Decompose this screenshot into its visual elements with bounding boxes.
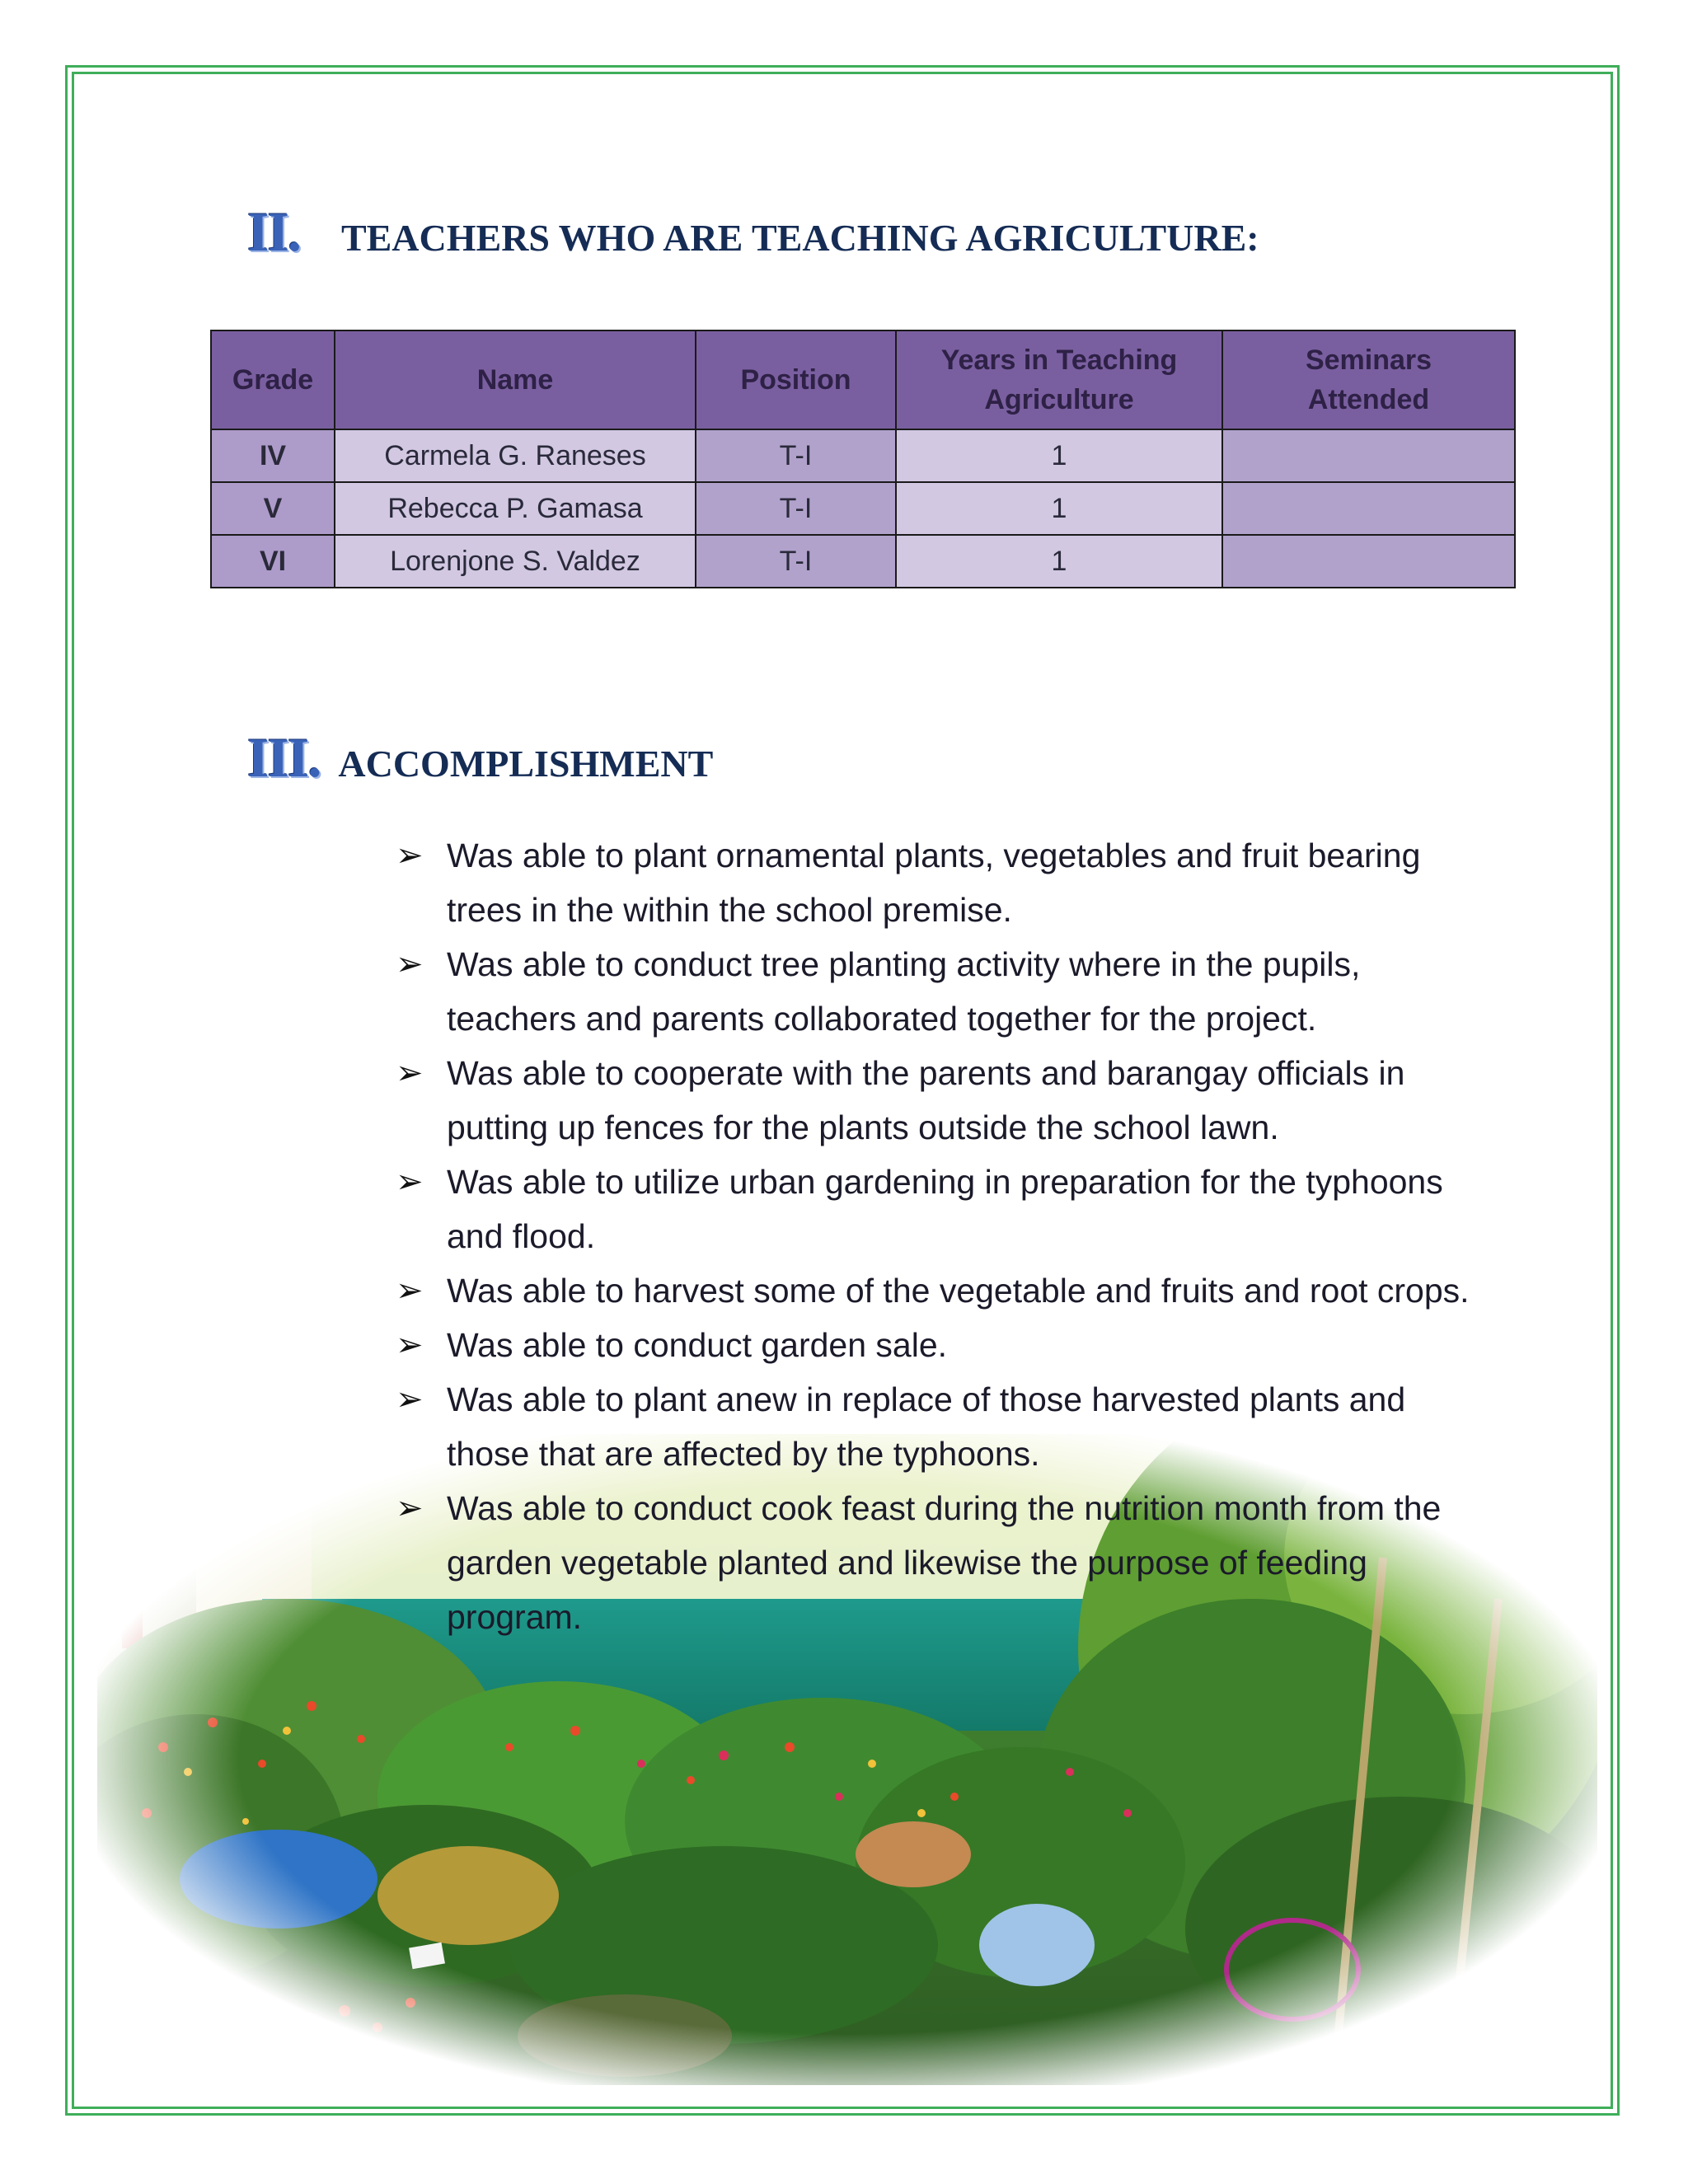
list-item-text: Was able to harvest some of the vegetable and fruits and root crops.: [447, 1272, 1470, 1310]
list-item: [396, 1318, 1492, 1372]
header-years: Years in Teaching Agriculture: [896, 330, 1222, 429]
list-item-text: Was able to conduct tree planting activity where in the pupils, teachers and parents collaborated together for the project.: [447, 945, 1361, 1038]
list-item: [396, 1155, 1492, 1263]
arrowhead-bullet-icon: ➢: [396, 837, 424, 874]
years-cell: 1: [896, 535, 1222, 588]
position-cell: T-I: [696, 535, 896, 588]
arrowhead-bullet-icon: ➢: [396, 946, 424, 982]
header-grade: Grade: [211, 330, 335, 429]
section-ii-numeral: II.: [247, 200, 300, 263]
list-item: [396, 1481, 1492, 1644]
position-cell: T-I: [696, 482, 896, 535]
arrowhead-bullet-icon: ➢: [396, 1055, 424, 1091]
grade-cell: V: [211, 482, 335, 535]
header-position: Position: [696, 330, 896, 429]
table-row: [211, 482, 1515, 535]
table-row: [211, 535, 1515, 588]
section-iii-numeral: III.: [247, 726, 321, 789]
name-cell: Lorenjone S. Valdez: [335, 535, 696, 588]
table-row: [211, 429, 1515, 482]
list-item-text: Was able to conduct garden sale.: [447, 1326, 948, 1364]
seminars-cell: [1222, 429, 1515, 482]
list-item-text: Was able to utilize urban gardening in preparation for the typhoons and flood.: [447, 1163, 1443, 1255]
arrowhead-bullet-icon: ➢: [396, 1381, 424, 1418]
grade-cell: IV: [211, 429, 335, 482]
table-header-row: [211, 330, 1515, 429]
years-cell: 1: [896, 429, 1222, 482]
position-cell: T-I: [696, 429, 896, 482]
arrowhead-bullet-icon: ➢: [396, 1327, 424, 1363]
teachers-table: [210, 330, 1516, 588]
section-ii-title: TEACHERS WHO ARE TEACHING AGRICULTURE:: [340, 217, 1259, 259]
arrowhead-bullet-icon: ➢: [396, 1272, 424, 1309]
years-cell: 1: [896, 482, 1222, 535]
list-item: [396, 937, 1492, 1046]
list-item: [396, 1372, 1492, 1481]
list-item-text: Was able to cooperate with the parents and barangay officials in putting up fences for the plants outside the school lawn.: [447, 1054, 1405, 1146]
arrowhead-bullet-icon: ➢: [396, 1164, 424, 1200]
grade-cell: VI: [211, 535, 335, 588]
list-item-text: Was able to conduct cook feast during the nutrition month from the garden vegetable planted and likewise the purpose of feeding program.: [447, 1489, 1442, 1636]
header-seminars: Seminars Attended: [1222, 330, 1515, 429]
arrowhead-bullet-icon: ➢: [396, 1490, 424, 1526]
seminars-cell: [1222, 535, 1515, 588]
section-iii-title: ACCOMPLISHMENT: [338, 743, 714, 785]
list-item-text: Was able to plant anew in replace of those harvested plants and those that are affected by the typhoons.: [447, 1380, 1406, 1473]
section-iii-heading: [247, 725, 713, 790]
header-name: Name: [335, 330, 696, 429]
list-item-text: Was able to plant ornamental plants, vegetables and fruit bearing trees in the within the school premise.: [447, 837, 1421, 929]
seminars-cell: [1222, 482, 1515, 535]
list-item: [396, 1263, 1492, 1318]
section-ii-heading: [247, 199, 1259, 265]
name-cell: Rebecca P. Gamasa: [335, 482, 696, 535]
name-cell: Carmela G. Raneses: [335, 429, 696, 482]
list-item: [396, 1046, 1492, 1155]
list-item: [396, 828, 1492, 937]
accomplishment-list: [396, 828, 1492, 1644]
